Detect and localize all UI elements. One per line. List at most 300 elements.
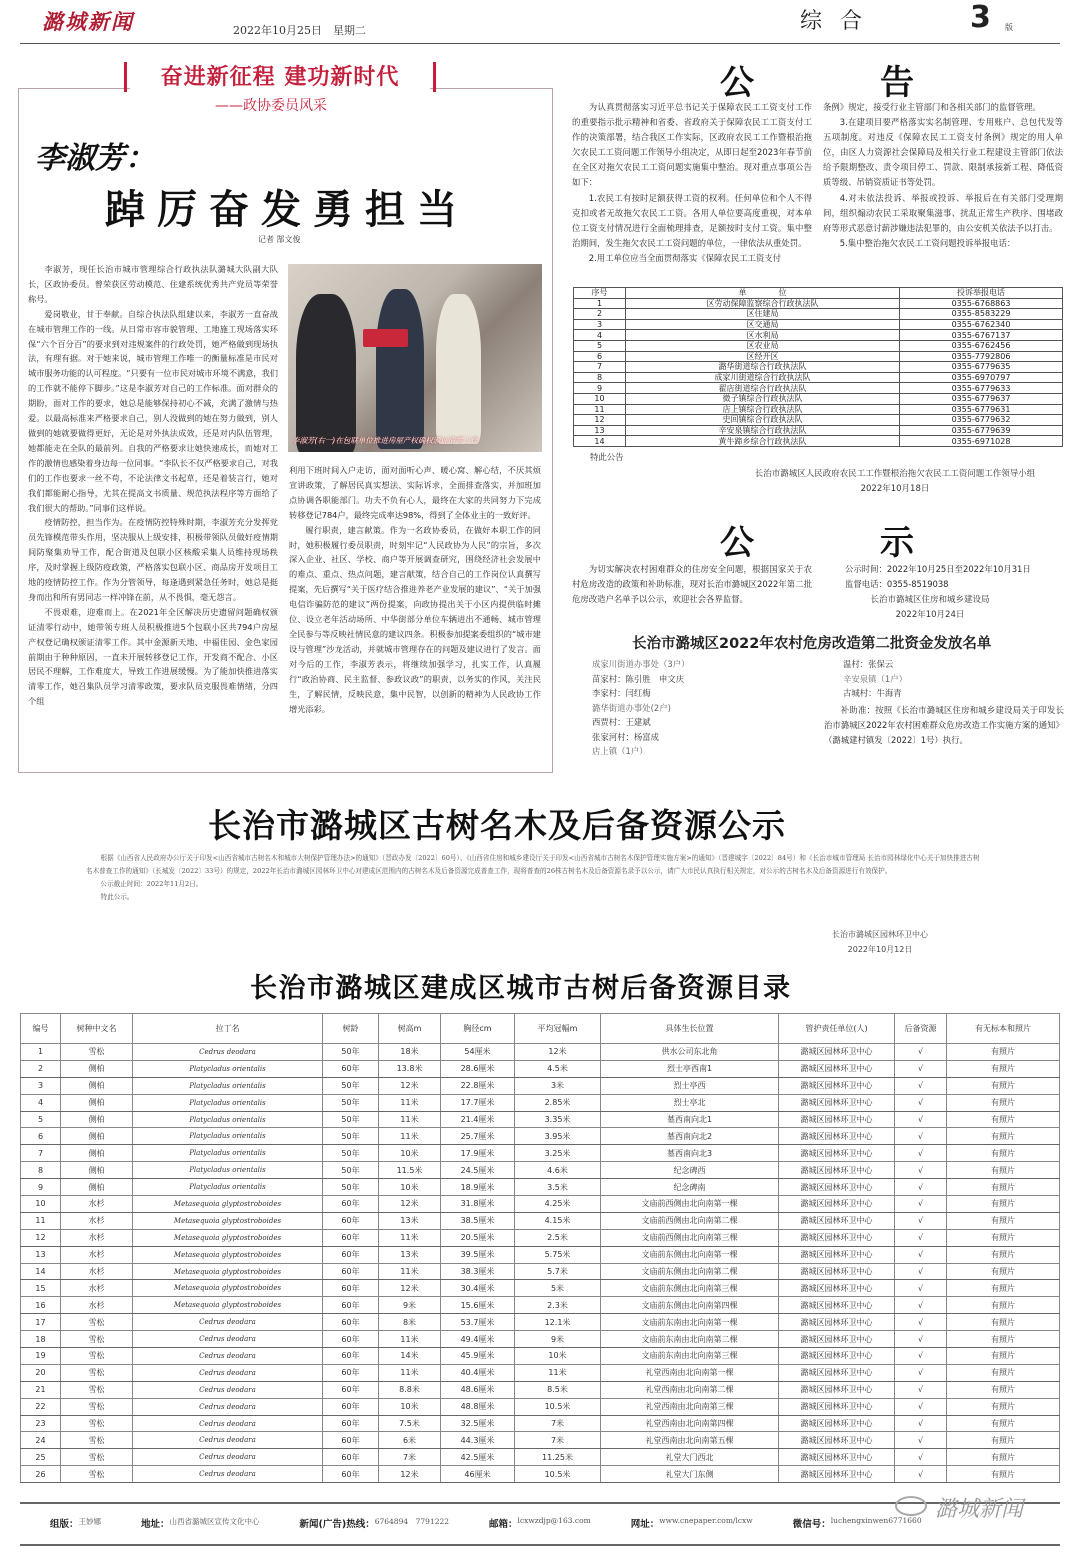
latin-name: Cedrus deodara xyxy=(133,1348,323,1365)
specimen-photo: 有照片 xyxy=(947,1077,1060,1094)
tree-height: 8.8米 xyxy=(379,1381,441,1398)
location: 文庙前东侧由北向南第三棵 xyxy=(601,1280,779,1297)
trunk-diameter: 48.8厘米 xyxy=(441,1398,515,1415)
publicity-intro xyxy=(572,562,812,607)
row-number: 1 xyxy=(574,298,626,309)
crown-width: 11.25米 xyxy=(515,1449,601,1466)
tree-number: 7 xyxy=(21,1145,61,1162)
crown-width: 10米 xyxy=(515,1348,601,1365)
custodian: 潞城区园林环卫中心 xyxy=(779,1145,895,1162)
reserve-mark: √ xyxy=(895,1263,947,1280)
complaint-phone-table xyxy=(573,287,1063,447)
trunk-diameter: 17.7厘米 xyxy=(441,1094,515,1111)
tree-height: 10米 xyxy=(379,1398,441,1415)
photo-red-folder xyxy=(363,329,408,347)
latin-name: Platycladus orientalis xyxy=(133,1162,323,1179)
trunk-diameter: 18.9厘米 xyxy=(441,1179,515,1196)
row-number: 2 xyxy=(574,309,626,320)
photo-figure xyxy=(296,294,356,452)
latin-name: Cedrus deodara xyxy=(133,1398,323,1415)
publicity-date: 2022年10月24日 xyxy=(895,610,965,620)
crown-width: 4.25米 xyxy=(515,1196,601,1213)
reserve-mark: √ xyxy=(895,1111,947,1128)
unit-name: 区住建局 xyxy=(626,309,900,320)
latin-name: Metasequoia glyptostroboides xyxy=(133,1212,323,1229)
tree-number: 6 xyxy=(21,1128,61,1145)
crown-width: 7米 xyxy=(515,1432,601,1449)
latin-name: Cedrus deodara xyxy=(133,1432,323,1449)
footer-label: 微信号： xyxy=(792,1519,831,1530)
phone-number: 0355-6767137 xyxy=(900,330,1063,341)
latin-name: Metasequoia glyptostroboides xyxy=(133,1196,323,1213)
column-header: 树种中文名 xyxy=(61,1014,133,1044)
custodian: 潞城区园林环卫中心 xyxy=(779,1162,895,1179)
paragraph: 为切实解决农村困难群众的住房安全问题，根据国家关于农村危房改造的政策和补助标准，现对长治市潞城区2022年第二批危房改造户名单予以公示，欢迎社会各界监督。 xyxy=(572,564,812,605)
table-row xyxy=(574,351,1063,362)
paragraph: 补助准：按照《长治市潞城区住房和城乡建设局关于印发长治市潞城区2022年农村困难群众危房改造工作实施方案的通知》（潞城建村镇发〔2022〕1号）执行。 xyxy=(824,705,1064,746)
tree-number: 21 xyxy=(21,1381,61,1398)
location: 纪念碑西 xyxy=(601,1162,779,1179)
unit-name: 潞华街道综合行政执法队 xyxy=(626,362,900,373)
tree-notice-body xyxy=(86,852,986,904)
specimen-photo: 有照片 xyxy=(947,1111,1060,1128)
photo-figure xyxy=(436,294,481,444)
tree-number: 1 xyxy=(21,1044,61,1061)
footer-info xyxy=(50,1516,922,1530)
crown-width: 4.6米 xyxy=(515,1162,601,1179)
photo-caption: 李淑芳(右一)在包联单位推进房屋产权确权颁证清零工作 xyxy=(292,436,478,445)
crown-width: 10.5米 xyxy=(515,1466,601,1483)
table-row xyxy=(21,1449,1060,1466)
location: 礼堂西南由北向南第二棵 xyxy=(601,1381,779,1398)
trunk-diameter: 31.8厘米 xyxy=(441,1196,515,1213)
tree-height: 8米 xyxy=(379,1314,441,1331)
specimen-photo: 有照片 xyxy=(947,1128,1060,1145)
trunk-diameter: 48.6厘米 xyxy=(441,1381,515,1398)
specimen-photo: 有照片 xyxy=(947,1280,1060,1297)
tree-height: 9米 xyxy=(379,1297,441,1314)
latin-name: Platycladus orientalis xyxy=(133,1111,323,1128)
paragraph: 4.对未依法投诉、举报或投诉、举报后在有关部门受理期间，组织煽动农民工采取聚集滋事、扰乱正常生产秩序、围堵政府等形式恶意讨薪涉嫌违法犯罪的，由公安机关依法予以打击。 xyxy=(823,192,1063,233)
latin-name: Metasequoia glyptostroboides xyxy=(133,1297,323,1314)
list-group-heading: 成家川街道办事处（3户） xyxy=(592,659,690,669)
species-name: 水杉 xyxy=(61,1229,133,1246)
page-suffix: 版 xyxy=(1005,23,1013,32)
table-row xyxy=(574,404,1063,415)
reserve-mark: √ xyxy=(895,1162,947,1179)
announcement-column-2 xyxy=(823,100,1063,251)
tree-number: 10 xyxy=(21,1196,61,1213)
crown-width: 7米 xyxy=(515,1415,601,1432)
specimen-photo: 有照片 xyxy=(947,1348,1060,1365)
column-header: 单 位 xyxy=(626,288,900,299)
table-row xyxy=(21,1196,1060,1213)
page-number: 3 xyxy=(970,0,991,35)
feature-kicker-block xyxy=(130,60,430,91)
latin-name: Metasequoia glyptostroboides xyxy=(133,1246,323,1263)
tree-number: 25 xyxy=(21,1449,61,1466)
footer-label: 邮箱： xyxy=(489,1519,518,1530)
paragraph: 3.在建项目要严格落实实名制管理、专用账户、总包代发等五项制度。对违反《保障农民工工资支付条例》规定的用人单位，由区人力资源社会保障局及相关行业工程建设主管部门依法给予限期整改、责令项目停工、罚款、限制承接新工程、降低资质等级、吊销资质证书等处罚。 xyxy=(823,117,1063,188)
tree-directory-table xyxy=(20,1013,1060,1483)
custodian: 潞城区园林环卫中心 xyxy=(779,1297,895,1314)
tree-age: 60年 xyxy=(323,1246,379,1263)
tree-age: 60年 xyxy=(323,1348,379,1365)
publicity-title-right: 示 xyxy=(880,523,914,563)
publicity-issuer: 长治市潞城区住房和城乡建设局 xyxy=(870,595,990,605)
custodian: 潞城区园林环卫中心 xyxy=(779,1060,895,1077)
tree-age: 60年 xyxy=(323,1060,379,1077)
specimen-photo: 有照片 xyxy=(947,1297,1060,1314)
publicity-period: 公示时间：2022年10月25日至2022年10月31日 xyxy=(845,564,1031,574)
specimen-photo: 有照片 xyxy=(947,1466,1060,1483)
tree-height: 18米 xyxy=(379,1044,441,1061)
table-row xyxy=(21,1128,1060,1145)
tree-number: 17 xyxy=(21,1314,61,1331)
table-row xyxy=(574,340,1063,351)
paragraph: 根据《山西省人民政府办公厅关于印发<山西省城市古树名木和城市大树保护管理办法>的通知》（晋政办发〔2022〕60号）、《山西省住房和城乡建设厅关于印发<山西省城市古树名木保护管理实施方案>的通知》（晋建城字〔2022〕84号）和《长治市城市管理局 长治市园林绿化中心关于加快推进古树名木普查工作的通知》（长城发〔2022〕33号）的规定，2022年长治市潞城区园林环卫中心对建成区范围内的古树名木及后备资源完成普查工作，现将普查的26株古树名木及后备资源名录予以公示，请广大市民认真执行相关规定，对公示的古树名木及后备资源进行有效保护。 xyxy=(86,854,980,875)
phone-number: 0355-6971028 xyxy=(900,436,1063,447)
latin-name: Cedrus deodara xyxy=(133,1331,323,1348)
species-name: 水杉 xyxy=(61,1196,133,1213)
column-header: 序号 xyxy=(574,288,626,299)
custodian: 潞城区园林环卫中心 xyxy=(779,1229,895,1246)
row-number: 6 xyxy=(574,351,626,362)
tree-height: 6米 xyxy=(379,1432,441,1449)
tree-age: 60年 xyxy=(323,1381,379,1398)
tree-age: 50年 xyxy=(323,1111,379,1128)
trunk-diameter: 42.5厘米 xyxy=(441,1449,515,1466)
tree-height: 12米 xyxy=(379,1466,441,1483)
table-row xyxy=(574,425,1063,436)
reserve-mark: √ xyxy=(895,1145,947,1162)
footer-website: www.cnepaper.com/lcxw xyxy=(659,1516,753,1525)
latin-name: Platycladus orientalis xyxy=(133,1128,323,1145)
custodian: 潞城区园林环卫中心 xyxy=(779,1432,895,1449)
phone-number: 0355-7792806 xyxy=(900,351,1063,362)
list-group-heading: 潞华街道办事处(2户) xyxy=(592,702,671,713)
custodian: 潞城区园林环卫中心 xyxy=(779,1212,895,1229)
tree-age: 60年 xyxy=(323,1415,379,1432)
tree-height: 12米 xyxy=(379,1280,441,1297)
species-name: 水杉 xyxy=(61,1246,133,1263)
tree-height: 11米 xyxy=(379,1263,441,1280)
kicker-bar-left xyxy=(124,62,127,92)
species-name: 雪松 xyxy=(61,1331,133,1348)
custodian: 潞城区园林环卫中心 xyxy=(779,1364,895,1381)
tree-age: 60年 xyxy=(323,1314,379,1331)
table-row xyxy=(21,1331,1060,1348)
phone-number: 0355-6970797 xyxy=(900,372,1063,383)
row-number: 14 xyxy=(574,436,626,447)
tree-number: 11 xyxy=(21,1212,61,1229)
latin-name: Cedrus deodara xyxy=(133,1466,323,1483)
specimen-photo: 有照片 xyxy=(947,1415,1060,1432)
custodian: 潞城区园林环卫中心 xyxy=(779,1398,895,1415)
location: 礼堂西南由北向南第四棵 xyxy=(601,1415,779,1432)
specimen-photo: 有照片 xyxy=(947,1229,1060,1246)
phone-number: 0355-6779633 xyxy=(900,383,1063,394)
feature-headline: 踔厉奋发勇担当 xyxy=(105,187,469,233)
latin-name: Platycladus orientalis xyxy=(133,1179,323,1196)
announcement-title-left: 公 xyxy=(720,63,754,103)
trunk-diameter: 21.4厘米 xyxy=(441,1111,515,1128)
phone-number: 0355-6779639 xyxy=(900,425,1063,436)
publication-date: 2022年10月25日 星期二 xyxy=(233,24,366,37)
location: 文庙前西侧由北向南第一棵 xyxy=(601,1196,779,1213)
trunk-diameter: 39.5厘米 xyxy=(441,1246,515,1263)
tree-directory-title: 长治市潞城区建成区城市古树后备资源目录 xyxy=(250,973,792,1004)
tree-height: 11米 xyxy=(379,1331,441,1348)
unit-name: 区劳动保障监察综合行政执法队 xyxy=(626,298,900,309)
phone-number: 0355-6779635 xyxy=(900,362,1063,373)
phone-number: 0355-8583229 xyxy=(900,309,1063,320)
column-header: 管护责任单位(人) xyxy=(779,1014,895,1044)
tree-number: 8 xyxy=(21,1162,61,1179)
table-row xyxy=(574,436,1063,447)
feature-subtitle: ——政协委员风采 xyxy=(215,98,327,114)
footer-email: lcxwzdjp@163.com xyxy=(517,1516,591,1525)
crown-width: 2.85米 xyxy=(515,1094,601,1111)
tree-age: 60年 xyxy=(323,1331,379,1348)
phone-number: 0355-6779632 xyxy=(900,415,1063,426)
location: 礼堂西南由北向南第五棵 xyxy=(601,1432,779,1449)
column-header: 树高m xyxy=(379,1014,441,1044)
trunk-diameter: 17.9厘米 xyxy=(441,1145,515,1162)
species-name: 雪松 xyxy=(61,1449,133,1466)
location: 纪念碑南 xyxy=(601,1179,779,1196)
reserve-mark: √ xyxy=(895,1331,947,1348)
photo-figure xyxy=(376,289,424,449)
species-name: 雪松 xyxy=(61,1381,133,1398)
species-name: 侧柏 xyxy=(61,1145,133,1162)
species-name: 雪松 xyxy=(61,1466,133,1483)
unit-name: 辛安泉镇综合行政执法队 xyxy=(626,425,900,436)
table-row xyxy=(21,1111,1060,1128)
newspaper-logo: 潞城新闻 xyxy=(42,9,134,34)
footer-hotline: 6764894 7791222 xyxy=(374,1517,450,1526)
list-group-heading: 辛安泉镇（1户） xyxy=(843,673,907,684)
custodian: 潞城区园林环卫中心 xyxy=(779,1077,895,1094)
specimen-photo: 有照片 xyxy=(947,1196,1060,1213)
species-name: 侧柏 xyxy=(61,1060,133,1077)
specimen-photo: 有照片 xyxy=(947,1364,1060,1381)
location: 文庙前西侧由北向南第三棵 xyxy=(601,1229,779,1246)
custodian: 潞城区园林环卫中心 xyxy=(779,1449,895,1466)
reserve-mark: √ xyxy=(895,1297,947,1314)
location: 礼堂大门西北 xyxy=(601,1449,779,1466)
footer-layout-editor: 王妙娜 xyxy=(78,1517,102,1526)
announcement-column-1 xyxy=(572,100,812,266)
tree-height: 13.8米 xyxy=(379,1060,441,1077)
custodian: 潞城区园林环卫中心 xyxy=(779,1314,895,1331)
footer-address: 山西省潞城区宣传文化中心 xyxy=(169,1517,260,1526)
reserve-mark: √ xyxy=(895,1094,947,1111)
list-group-heading: 店上镇（1户） xyxy=(592,746,648,756)
specimen-photo: 有照片 xyxy=(947,1246,1060,1263)
row-number: 12 xyxy=(574,415,626,426)
list-item: 苗家村：陈引胜 申文庆 xyxy=(592,673,685,684)
location: 礼堂大门东侧 xyxy=(601,1466,779,1483)
custodian: 潞城区园林环卫中心 xyxy=(779,1044,895,1061)
tree-number: 4 xyxy=(21,1094,61,1111)
custodian: 潞城区园林环卫中心 xyxy=(779,1111,895,1128)
species-name: 侧柏 xyxy=(61,1077,133,1094)
trunk-diameter: 46厘米 xyxy=(441,1466,515,1483)
section-name: 综合 xyxy=(800,9,881,34)
tree-age: 50年 xyxy=(323,1044,379,1061)
table-row xyxy=(21,1044,1060,1061)
trunk-diameter: 32.5厘米 xyxy=(441,1415,515,1432)
tree-height: 11米 xyxy=(379,1111,441,1128)
location: 烈士亭北 xyxy=(601,1094,779,1111)
location: 文庙前东南由北向南第三棵 xyxy=(601,1348,779,1365)
table-row xyxy=(21,1229,1060,1246)
tree-age: 50年 xyxy=(323,1162,379,1179)
tree-age: 60年 xyxy=(323,1466,379,1483)
announcement-date: 2022年10月18日 xyxy=(860,484,930,494)
crown-width: 5.75米 xyxy=(515,1246,601,1263)
paragraph: 特此公示。 xyxy=(100,893,134,901)
list-item: 古城村：牛海青 xyxy=(843,688,902,698)
announcement-title-right: 告 xyxy=(880,63,914,103)
unit-name: 区农业局 xyxy=(626,340,900,351)
subsidy-note xyxy=(824,703,1064,748)
announcement-issuer: 长治市潞城区人民政府农民工工作暨根治拖欠农民工工资问题工作领导小组 xyxy=(754,469,1036,479)
feature-person-name: 李淑芳： xyxy=(35,141,155,176)
custodian: 潞城区园林环卫中心 xyxy=(779,1280,895,1297)
tree-number: 5 xyxy=(21,1111,61,1128)
location: 礼堂西南由北向南第三棵 xyxy=(601,1398,779,1415)
reserve-mark: √ xyxy=(895,1212,947,1229)
table-row xyxy=(21,1077,1060,1094)
trunk-diameter: 28.6厘米 xyxy=(441,1060,515,1077)
reserve-mark: √ xyxy=(895,1415,947,1432)
feature-column-1 xyxy=(28,262,278,709)
crown-width: 3米 xyxy=(515,1077,601,1094)
tree-age: 50年 xyxy=(323,1179,379,1196)
specimen-photo: 有照片 xyxy=(947,1381,1060,1398)
trunk-diameter: 45.9厘米 xyxy=(441,1348,515,1365)
column-header: 编号 xyxy=(21,1014,61,1044)
reserve-mark: √ xyxy=(895,1449,947,1466)
trunk-diameter: 38.3厘米 xyxy=(441,1263,515,1280)
latin-name: Platycladus orientalis xyxy=(133,1094,323,1111)
column-header: 拉丁名 xyxy=(133,1014,323,1044)
tree-age: 60年 xyxy=(323,1364,379,1381)
tree-age: 60年 xyxy=(323,1229,379,1246)
specimen-photo: 有照片 xyxy=(947,1398,1060,1415)
tree-height: 13米 xyxy=(379,1246,441,1263)
reserve-mark: √ xyxy=(895,1179,947,1196)
publicity-title-left: 公 xyxy=(720,523,754,563)
tree-age: 60年 xyxy=(323,1432,379,1449)
reserve-mark: √ xyxy=(895,1432,947,1449)
species-name: 雪松 xyxy=(61,1415,133,1432)
latin-name: Metasequoia glyptostroboides xyxy=(133,1280,323,1297)
custodian: 潞城区园林环卫中心 xyxy=(779,1094,895,1111)
unit-name: 成家川街道综合行政执法队 xyxy=(626,372,900,383)
specimen-photo: 有照片 xyxy=(947,1044,1060,1061)
reserve-mark: √ xyxy=(895,1060,947,1077)
trunk-diameter: 22.8厘米 xyxy=(441,1077,515,1094)
trunk-diameter: 25.7厘米 xyxy=(441,1128,515,1145)
species-name: 雪松 xyxy=(61,1348,133,1365)
column-header: 平均冠幅m xyxy=(515,1014,601,1044)
trunk-diameter: 38.5厘米 xyxy=(441,1212,515,1229)
tree-number: 22 xyxy=(21,1398,61,1415)
reserve-mark: √ xyxy=(895,1128,947,1145)
unit-name: 区水利局 xyxy=(626,330,900,341)
reserve-mark: √ xyxy=(895,1044,947,1061)
tree-number: 24 xyxy=(21,1432,61,1449)
paragraph: 不畏艰难，迎难而上。在2021年全区解决历史遗留问题确权颁证清零行动中，她带领专班人员积极推进5个包联小区共794户房屋产权登记确权颁证清零工作。其中金源新天地、中福佳园、金色家园前期由于种种原因，一直未开展转移登记工作，开发商不配合、小区居民不理解，工作难度大，导致工作进展缓慢。为了能加快推进落实清零工作，她召集队员学习清零政策，要求队员克服畏难情绪，分四个组 xyxy=(28,606,278,707)
table-header-row xyxy=(21,1014,1060,1044)
table-row xyxy=(21,1466,1060,1483)
tree-number: 23 xyxy=(21,1415,61,1432)
table-row xyxy=(21,1415,1060,1432)
species-name: 侧柏 xyxy=(61,1162,133,1179)
tree-number: 2 xyxy=(21,1060,61,1077)
species-name: 雪松 xyxy=(61,1364,133,1381)
table-row xyxy=(21,1398,1060,1415)
specimen-photo: 有照片 xyxy=(947,1331,1060,1348)
species-name: 雪松 xyxy=(61,1398,133,1415)
row-number: 9 xyxy=(574,383,626,394)
specimen-photo: 有照片 xyxy=(947,1162,1060,1179)
species-name: 水杉 xyxy=(61,1212,133,1229)
list-item: 西贾村：王建斌 xyxy=(592,717,651,727)
reserve-mark: √ xyxy=(895,1466,947,1483)
paragraph: 李淑芳，现任长治市城市管理综合行政执法队潞城大队副大队长，区政协委员。曾荣获区劳动模范、住建系统优秀共产党员等荣誉称号。 xyxy=(28,264,278,304)
trunk-diameter: 20.5厘米 xyxy=(441,1229,515,1246)
table-row xyxy=(21,1280,1060,1297)
row-number: 8 xyxy=(574,372,626,383)
tree-number: 20 xyxy=(21,1364,61,1381)
custodian: 潞城区园林环卫中心 xyxy=(779,1196,895,1213)
tree-age: 60年 xyxy=(323,1449,379,1466)
latin-name: Cedrus deodara xyxy=(133,1044,323,1061)
latin-name: Platycladus orientalis xyxy=(133,1060,323,1077)
tree-height: 10米 xyxy=(379,1145,441,1162)
tree-height: 10米 xyxy=(379,1179,441,1196)
phone-number: 0355-6779637 xyxy=(900,393,1063,404)
tree-age: 50年 xyxy=(323,1077,379,1094)
custodian: 潞城区园林环卫中心 xyxy=(779,1331,895,1348)
specimen-photo: 有照片 xyxy=(947,1263,1060,1280)
crown-width: 10.5米 xyxy=(515,1398,601,1415)
phone-number: 0355-6779631 xyxy=(900,404,1063,415)
custodian: 潞城区园林环卫中心 xyxy=(779,1246,895,1263)
species-name: 水杉 xyxy=(61,1263,133,1280)
species-name: 雪松 xyxy=(61,1432,133,1449)
reserve-mark: √ xyxy=(895,1196,947,1213)
list-item: 温村：张保云 xyxy=(843,659,894,669)
tree-height: 7米 xyxy=(379,1449,441,1466)
table-row xyxy=(574,362,1063,373)
custodian: 潞城区园林环卫中心 xyxy=(779,1263,895,1280)
table-row xyxy=(574,415,1063,426)
column-header: 后备资源 xyxy=(895,1014,947,1044)
latin-name: Cedrus deodara xyxy=(133,1449,323,1466)
reserve-mark: √ xyxy=(895,1077,947,1094)
reserve-mark: √ xyxy=(895,1246,947,1263)
row-number: 11 xyxy=(574,404,626,415)
latin-name: Metasequoia glyptostroboides xyxy=(133,1229,323,1246)
location: 文庙前东侧由北向南第二棵 xyxy=(601,1263,779,1280)
species-name: 侧柏 xyxy=(61,1094,133,1111)
tree-number: 9 xyxy=(21,1179,61,1196)
